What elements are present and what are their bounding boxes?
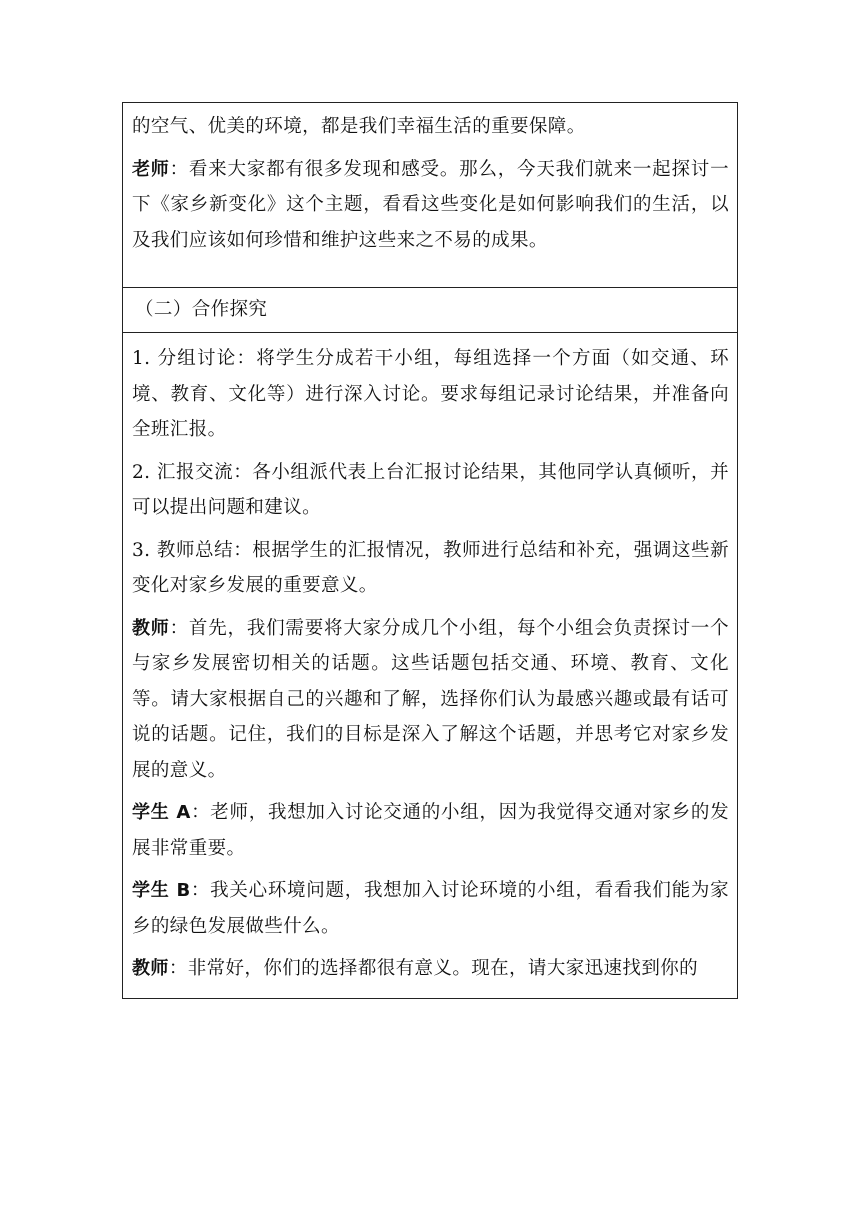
speech-text: ：非常好，你们的选择都很有意义。现在，请大家迅速找到你的 [168,958,699,979]
dialogue-line [132,951,729,987]
speaker-label: 学生 A [132,802,191,823]
table-cell-intro [123,103,737,287]
paragraph: 的空气、优美的环境，都是我们幸福生活的重要保障。 [132,116,586,137]
speech-text: ：首先，我们需要将大家分成几个小组，每个小组会负责探讨一个与家乡发展密切相关的话题。这些话题包括交通、环境、教育、文化等。请大家根据自己的兴趣和了解，选择你们认为最感兴趣或最有话可说的话题。记住，我们的目标是深入了解这个话题，并思考它对家乡发展的意义。 [132,617,729,781]
dialogue-line [132,611,729,789]
speaker-label: 教师 [132,617,170,639]
speech-text: ：看来大家都有很多发现和感受。那么，今天我们就来一起探讨一下《家乡新变化》这个主题，看看这些变化是如何影响我们的生活，以及我们应该如何珍惜和维护这些来之不易的成果。 [132,158,729,251]
lesson-plan-table [122,102,738,999]
speech-text: ：我关心环境问题，我想加入讨论环境的小组，看看我们能为家乡的绿色发展做些什么。 [132,880,729,937]
speaker-label: 老师 [132,158,170,180]
dialogue-line [132,795,729,866]
paragraph [132,152,729,259]
list-item: 2. 汇报交流：各小组派代表上台汇报讨论结果，其他同学认真倾听，并可以提出问题和建议。 [132,461,729,518]
section-heading: （二）合作探究 [135,299,268,320]
speaker-label: 教师 [132,958,169,979]
table-cell-section-heading [123,287,737,332]
list-item: 3. 教师总结：根据学生的汇报情况，教师进行总结和补充，强调这些新变化对家乡发展的重要意义。 [132,539,729,596]
dialogue-line [132,873,729,944]
speaker-label: 学生 B [132,880,191,901]
speech-text: ：老师，我想加入讨论交通的小组，因为我觉得交通对家乡的发展非常重要。 [132,802,729,859]
list-item: 1. 分组讨论：将学生分成若干小组，每组选择一个方面（如交通、环境、教育、文化等）进行深入讨论。要求每组记录讨论结果，并准备向全班汇报。 [132,348,729,440]
table-cell-activity [123,332,737,998]
